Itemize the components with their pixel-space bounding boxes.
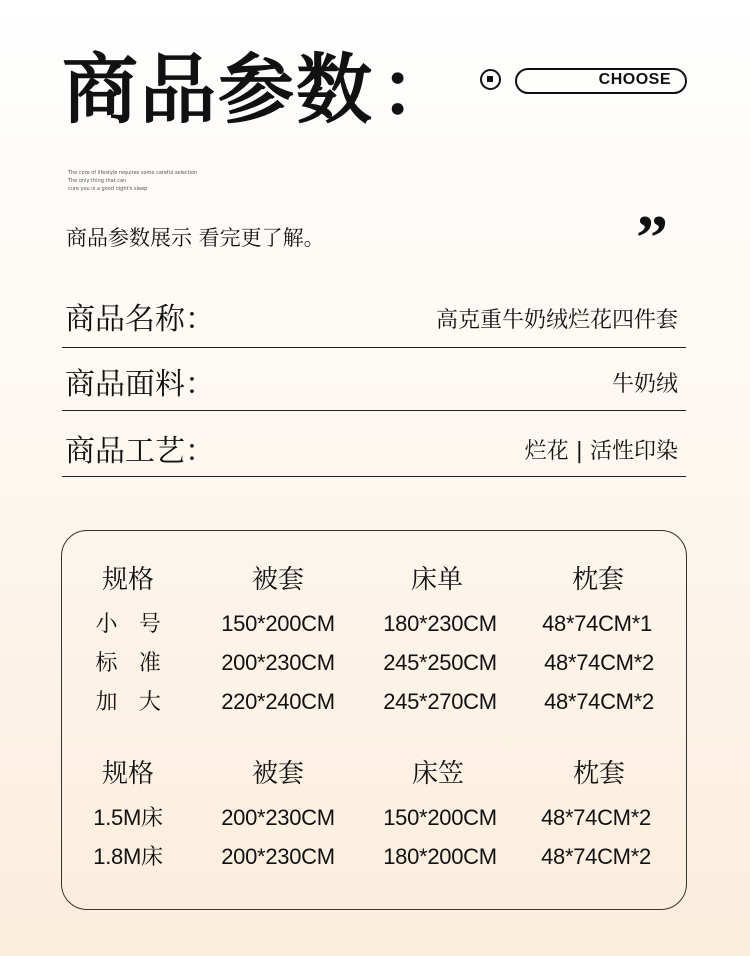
spec-header: 规格 [101, 759, 155, 789]
spec-cell: 48*74CM*2 [544, 650, 654, 675]
tagline-line: cure you is a good night's sleep [68, 186, 148, 192]
spec-cell: 245*250CM [383, 650, 497, 675]
spec-header: 枕套 [571, 565, 625, 595]
stop-icon [480, 69, 501, 90]
param-label: 商品名称： [65, 302, 215, 337]
spec-header: 被套 [251, 565, 305, 595]
spec-header: 规格 [101, 565, 155, 595]
param-row-craft [62, 425, 686, 477]
param-row-name [62, 296, 686, 348]
spec-cell: 180*230CM [383, 611, 497, 636]
spec-cell: 小 号 [95, 611, 161, 636]
spec-cell: 48*74CM*2 [541, 805, 651, 830]
spec-cell: 220*240CM [221, 689, 335, 714]
page-title: 商品参数 [62, 45, 374, 134]
intro-text: 商品参数展示 看完更了解。 [66, 226, 325, 250]
spec-cell: 150*200CM [383, 805, 497, 830]
spec-cell: 48*74CM*2 [544, 689, 654, 714]
spec-cell: 48*74CM*1 [542, 611, 652, 636]
spec-header: 被套 [251, 759, 305, 789]
param-label: 商品工艺： [65, 434, 215, 469]
spec-cell: 180*200CM [383, 844, 497, 869]
spec-header: 床笠 [411, 759, 465, 789]
spec-cell: 200*230CM [221, 650, 335, 675]
param-label: 商品面料： [65, 367, 215, 402]
page-title-colon: ： [380, 45, 456, 134]
spec-cell: 245*270CM [383, 689, 497, 714]
spec-cell: 48*74CM*2 [541, 844, 651, 869]
spec-cell: 1.8M床 [93, 844, 163, 869]
param-value: 烂花 | 活性印染 [524, 439, 678, 464]
spec-header: 床单 [410, 565, 464, 595]
param-row-fabric [62, 360, 686, 411]
spec-cell: 1.5M床 [93, 805, 163, 830]
spec-cell: 200*230CM [221, 805, 335, 830]
spec-header: 枕套 [572, 759, 626, 789]
spec-cell: 150*200CM [221, 611, 335, 636]
spec-cell: 标 准 [95, 650, 161, 675]
choose-button[interactable] [515, 68, 687, 94]
param-value: 牛奶绒 [611, 372, 678, 397]
tagline-line: The only thing that can [68, 178, 127, 184]
tagline [68, 169, 197, 193]
spec-cell: 200*230CM [221, 844, 335, 869]
spec-card [61, 530, 687, 910]
choose-label: CHOOSE [598, 71, 671, 88]
quote-icon: ” [636, 202, 668, 273]
spec-cell: 加 大 [95, 689, 161, 714]
tagline-line: The core of lifestyle requires some careful selection [68, 170, 198, 176]
param-value: 高克重牛奶绒烂花四件套 [435, 308, 678, 333]
